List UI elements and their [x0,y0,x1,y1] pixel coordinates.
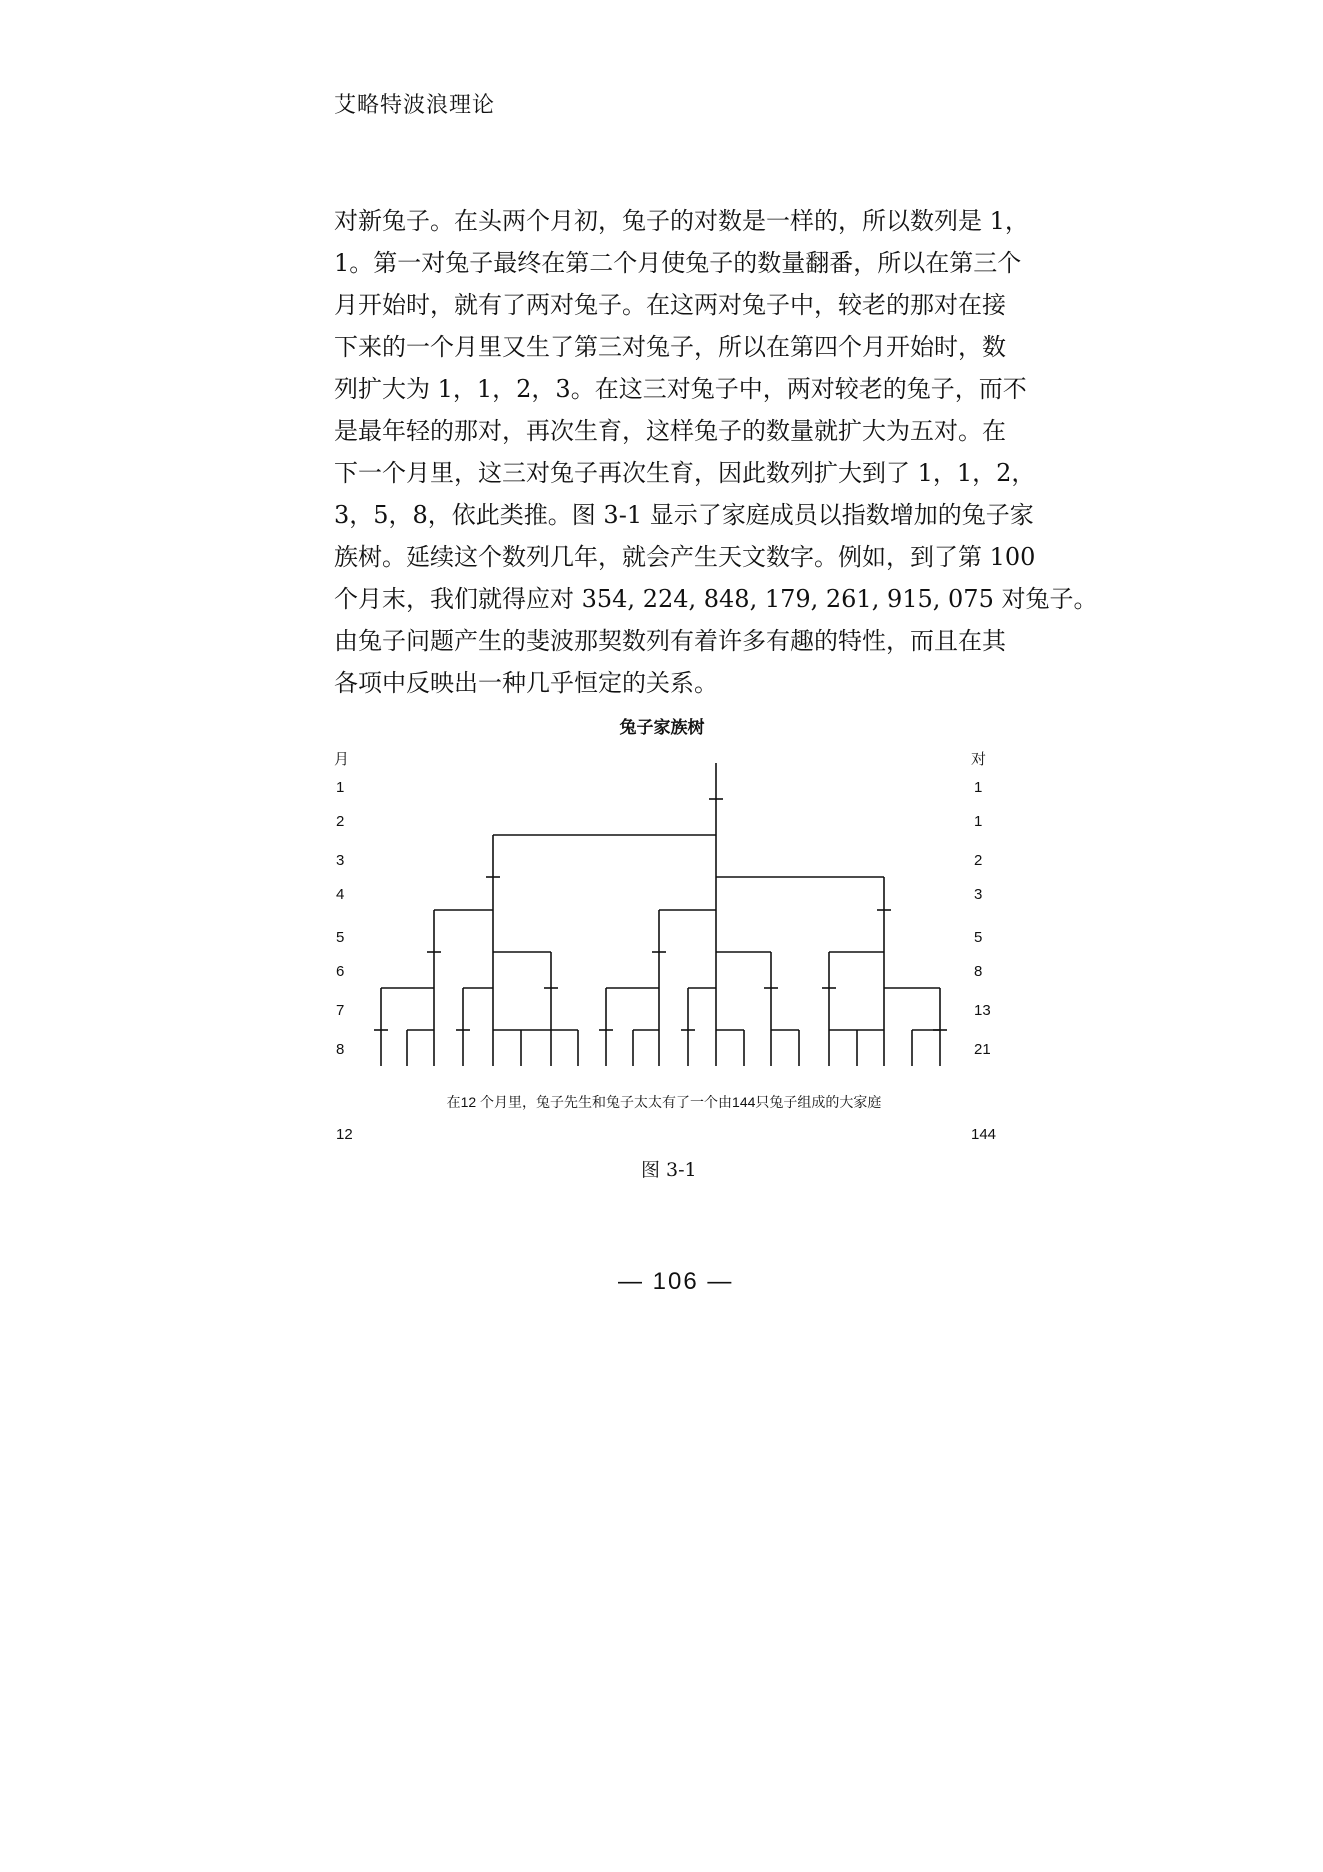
pair-count-label: 21 [974,1041,991,1058]
family-tree-lines [374,763,947,1066]
month-label: 5 [336,929,345,946]
month-header: 月 [334,751,350,768]
pair-count-label: 1 [974,779,983,796]
pair-count-label: 2 [974,852,983,869]
text-line: 各项中反映出一种几乎恒定的关系。 [334,669,718,697]
page-number: — 106 — [618,1268,734,1295]
text-line: 族树。延续这个数列几年，就会产生天文数字。例如，到了第 100 [334,543,1036,571]
text-line: 个月末，我们就得应对 354, 224, 848, 179, 261, 915, 075 对兔子。 [334,585,1098,613]
text-line: 月开始时，就有了两对兔子。在这两对兔子中，较老的那对在接 [334,291,1006,319]
text-line: 下一个月里，这三对兔子再次生育，因此数列扩大到了 1，1，2， [334,459,1036,487]
final-pairs-label: 144 [971,1126,997,1143]
figure-caption: 在12 个月里，兔子先生和兔子太太有了一个由144只兔子组成的大家庭 [446,1094,882,1110]
pair-count-label: 3 [974,886,983,903]
figure-number: 图 3-1 [641,1159,697,1181]
month-label: 7 [336,1002,345,1019]
text-line: 对新兔子。在头两个月初，兔子的对数是一样的，所以数列是 1， [334,207,1029,235]
pairs-header: 对 [971,751,987,768]
text-line: 列扩大为 1，1，2，3。在这三对兔子中，两对较老的兔子，而不 [334,375,1027,403]
text-line: 是最年轻的那对，再次生育，这样兔子的数量就扩大为五对。在 [334,417,1006,445]
text-line: 由兔子问题产生的斐波那契数列有着许多有趣的特性，而且在其 [334,627,1006,655]
pair-count-label: 1 [974,813,983,830]
month-label: 1 [336,779,345,796]
text-line: 3，5，8，依此类推。图 3-1 显示了家庭成员以指数增加的兔子家 [334,501,1034,529]
final-month-label: 12 [336,1126,353,1143]
pair-count-label: 8 [974,963,983,980]
month-label: 4 [336,886,345,903]
figure-title: 兔子家族树 [619,718,705,737]
pair-count-labels [974,779,991,1058]
text-line: 1。第一对兔子最终在第二个月使兔子的数量翻番，所以在第三个 [334,249,1022,277]
running-header: 艾略特波浪理论 [334,93,496,118]
pair-count-label: 13 [974,1002,991,1019]
month-label: 6 [336,963,345,980]
pair-count-label: 5 [974,929,983,946]
month-label: 8 [336,1041,345,1058]
month-label: 2 [336,813,345,830]
month-labels [336,779,344,1058]
text-line: 下来的一个月里又生了第三对兔子，所以在第四个月开始时，数 [334,333,1006,361]
month-label: 3 [336,852,345,869]
